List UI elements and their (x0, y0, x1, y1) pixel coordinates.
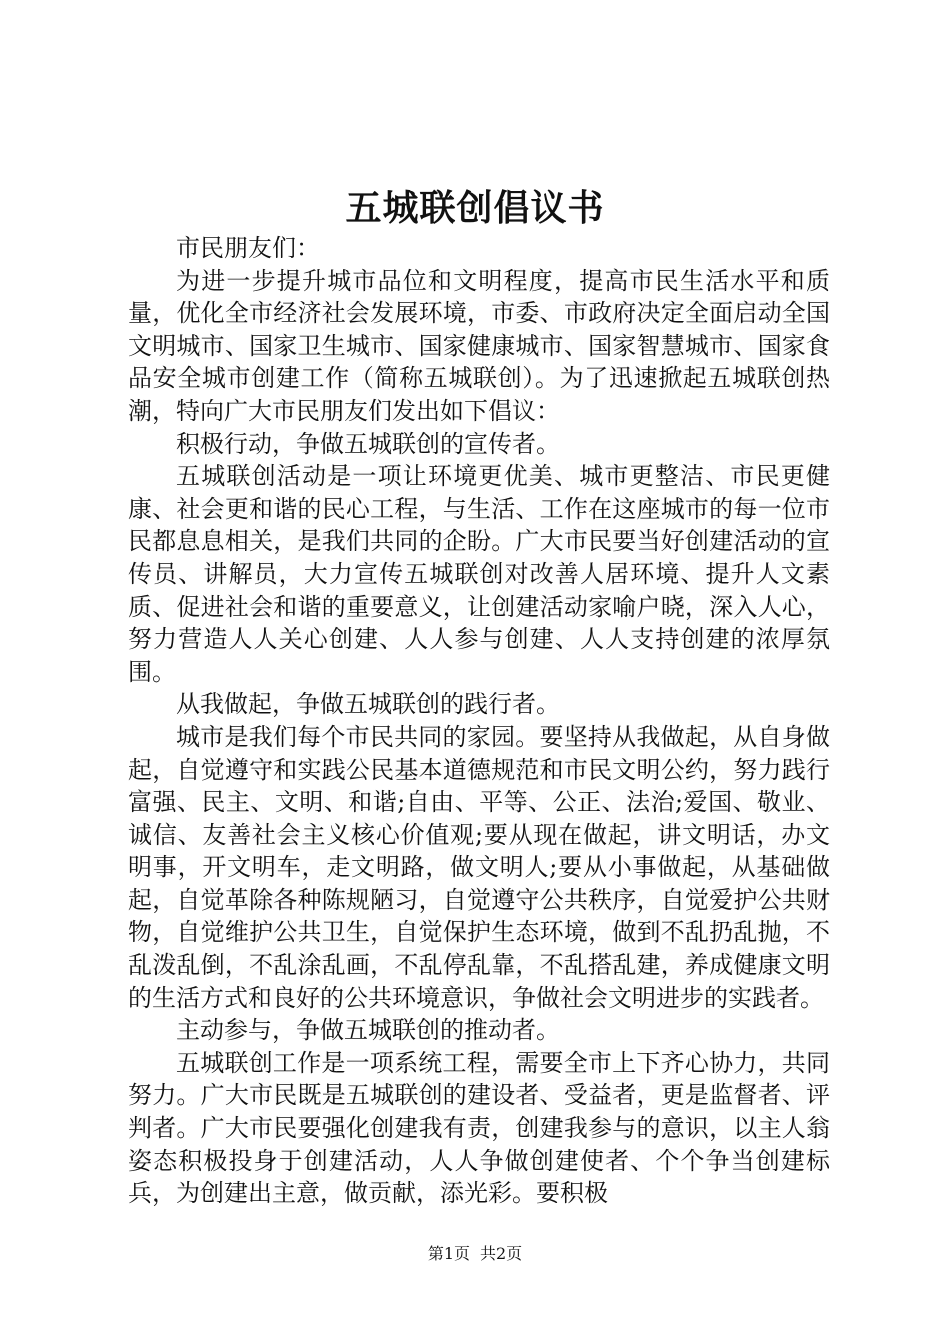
page-number-current: 第1页 (427, 1244, 470, 1263)
section-heading-2: 从我做起，争做五城联创的践行者。 (176, 690, 560, 719)
page-footer (0, 1243, 950, 1265)
intro-paragraph: 为进一步提升城市品位和文明程度，提高市民生活水平和质量，优化全市经济社会发展环境，市委、市政府决定全面启动全国文明城市、国家卫生城市、国家健康城市、国家智慧城市、国家食品安全城市创建工作（简称五城联创）。为了迅速掀起五城联创热潮，特向广大市民朋友们发出如下倡议： (128, 266, 830, 425)
section-body-3: 五城联创工作是一项系统工程，需要全市上下齐心协力，共同努力。广大市民既是五城联创的建设者、受益者，更是监督者、评判者。广大市民要强化创建我有责，创建我参与的意识，以主人翁姿态积极投身于创建活动，人人争做创建使者、个个争当创建标兵，为创建出主意，做贡献，添光彩。要积极 (128, 1048, 830, 1208)
page-number-total: 共2页 (480, 1244, 523, 1263)
section-heading-1: 积极行动，争做五城联创的宣传者。 (176, 429, 560, 458)
salutation: 市民朋友们： (176, 234, 320, 262)
document-title: 五城联创倡议书 (345, 187, 605, 229)
section-body-1: 五城联创活动是一项让环境更优美、城市更整洁、市民更健康、社会更和谐的民心工程，与生活、工作在这座城市的每一位市民都息息相关，是我们共同的企盼。广大市民要当好创建活动的宣传员、讲解员，大力宣传五城联创对改善人居环境、提升人文素质、促进社会和谐的重要意义，让创建活动家喻户晓，深入人心，努力营造人人关心创建、人人参与创建、人人支持创建的浓厚氛围。 (128, 462, 830, 686)
section-body-2: 城市是我们每个市民共同的家园。要坚持从我做起，从自身做起，自觉遵守和实践公民基本道德规范和市民文明公约，努力践行富强、民主、文明、和谐;自由、平等、公正、法治;爱国、敬业、诚信、友善社会主义核心价值观;要从现在做起，讲文明话，办文明事，开文明车，走文明路，做文明人;要从小事做起，从基础做起，自觉革除各种陈规陋习，自觉遵守公共秩序，自觉爱护公共财物，自觉维护公共卫生，自觉保护生态环境，做到不乱扔乱抛，不乱泼乱倒，不乱涂乱画，不乱停乱靠，不乱搭乱建，养成健康文明的生活方式和良好的公共环境意识，争做社会文明进步的实践者。 (128, 722, 830, 1012)
section-heading-3: 主动参与，争做五城联创的推动者。 (176, 1016, 560, 1045)
document-body (128, 232, 830, 1210)
